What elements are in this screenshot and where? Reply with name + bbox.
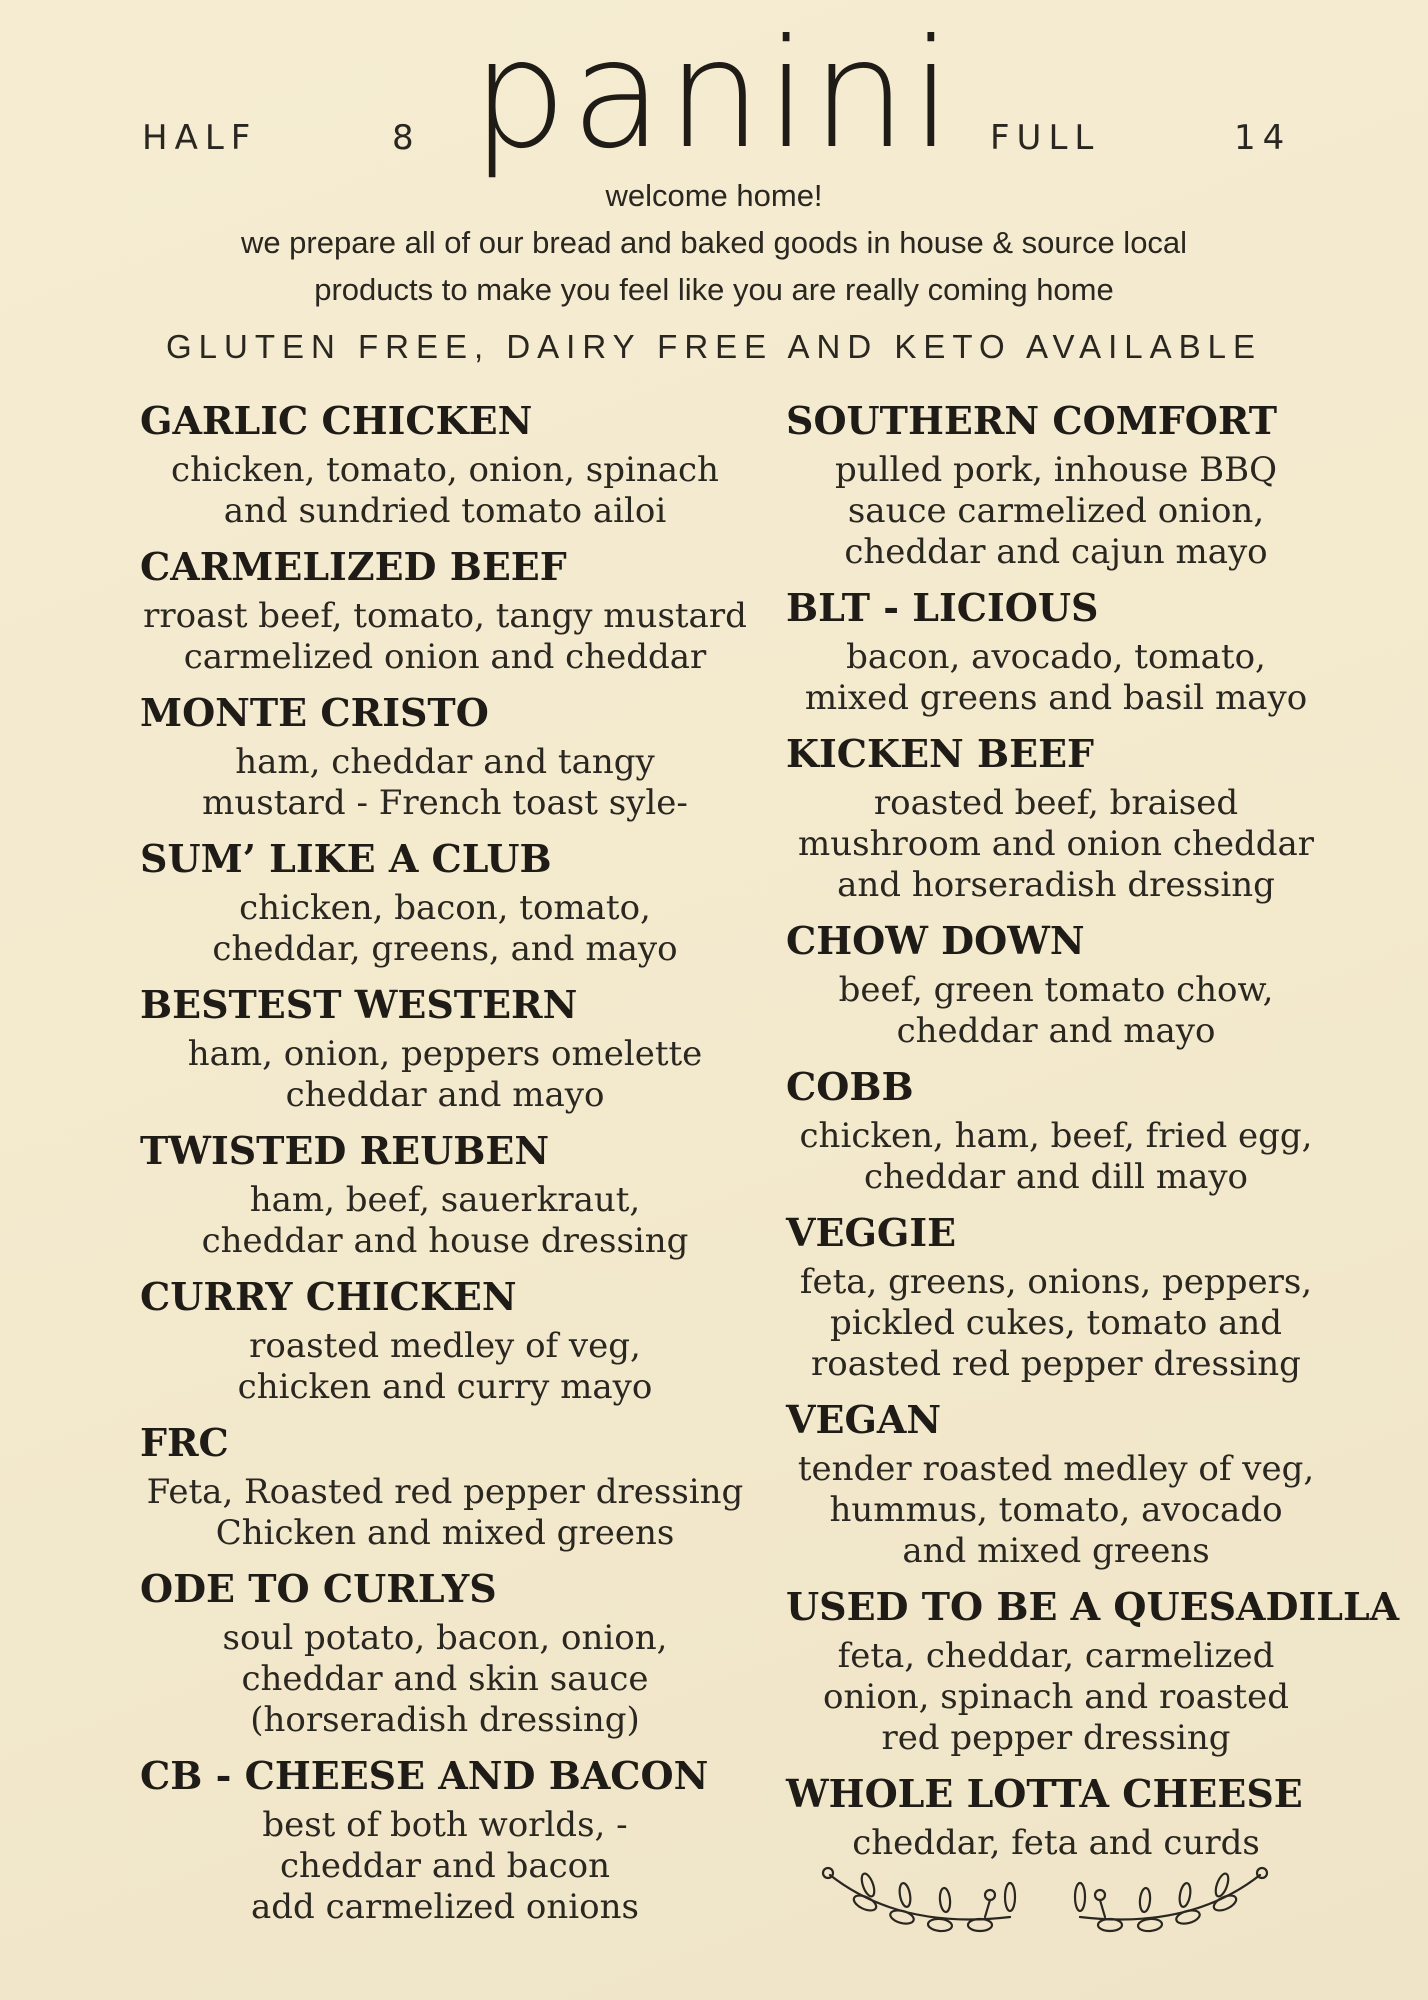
menu-title: panini bbox=[471, 8, 957, 182]
item-name: GARLIC CHICKEN bbox=[140, 398, 533, 443]
menu-item bbox=[786, 1210, 1396, 1385]
item-name: KICKEN BEEF bbox=[786, 731, 1095, 776]
menu-item bbox=[140, 1566, 760, 1741]
item-name: BESTEST WESTERN bbox=[140, 982, 578, 1027]
item-name: SOUTHERN COMFORT bbox=[786, 398, 1278, 443]
menu-item bbox=[140, 1753, 760, 1928]
item-name: SUM’ LIKE A CLUB bbox=[140, 836, 552, 881]
menu-item bbox=[140, 982, 760, 1116]
item-name: VEGGIE bbox=[786, 1210, 957, 1255]
item-name: CURRY CHICKEN bbox=[140, 1274, 517, 1319]
item-name: WHOLE LOTTA CHEESE bbox=[786, 1771, 1303, 1816]
item-description: roasted beef, braised mushroom and onion cheddar and horseradish dressing bbox=[798, 783, 1314, 905]
item-description: feta, cheddar, carmelized onion, spinach and roasted red pepper dressing bbox=[823, 1636, 1289, 1758]
item-description: rroast beef, tomato, tangy mustard carmelized onion and cheddar bbox=[143, 596, 747, 677]
menu-item bbox=[140, 544, 760, 678]
item-name: BLT - LICIOUS bbox=[786, 585, 1099, 630]
right-menu-column bbox=[786, 398, 1400, 1876]
menu-item bbox=[140, 690, 760, 824]
menu-item bbox=[786, 731, 1396, 906]
laurel-branches-icon bbox=[810, 1855, 1280, 1955]
item-name: USED TO BE A QUESADILLA bbox=[786, 1584, 1400, 1629]
item-description: Feta, Roasted red pepper dressing Chicken and mixed greens bbox=[146, 1472, 744, 1553]
menu-item bbox=[786, 1584, 1400, 1759]
menu-item bbox=[786, 398, 1396, 573]
intro-line-2: products to make you feel like you are really coming home bbox=[314, 272, 1114, 307]
intro-line-1: we prepare all of our bread and baked goods in house & source local bbox=[240, 225, 1188, 260]
item-description: roasted medley of veg, chicken and curry mayo bbox=[237, 1326, 653, 1407]
half-price: 8 bbox=[392, 118, 421, 158]
item-description: pulled pork, inhouse BBQ sauce carmelized onion, cheddar and cajun mayo bbox=[834, 450, 1278, 572]
item-name: FRC bbox=[140, 1420, 229, 1465]
menu-item bbox=[140, 1420, 760, 1554]
item-description: ham, beef, sauerkraut, cheddar and house dressing bbox=[201, 1180, 689, 1261]
item-name: CARMELIZED BEEF bbox=[140, 544, 567, 589]
item-name: COBB bbox=[786, 1064, 914, 1109]
item-description: chicken, tomato, onion, spinach and sundried tomato ailoi bbox=[171, 450, 719, 531]
item-description: best of both worlds, - cheddar and bacon add carmelized onions bbox=[251, 1805, 639, 1927]
menu-item bbox=[140, 836, 760, 970]
item-description: chicken, bacon, tomato, cheddar, greens, and mayo bbox=[212, 888, 678, 969]
menu-item bbox=[786, 585, 1396, 719]
left-menu-column bbox=[140, 398, 760, 1940]
menu-item bbox=[786, 1771, 1396, 1864]
menu-item bbox=[786, 1064, 1396, 1198]
item-name: MONTE CRISTO bbox=[140, 690, 489, 735]
menu-item bbox=[140, 1274, 760, 1408]
item-description: ham, cheddar and tangy mustard - French toast syle- bbox=[202, 742, 688, 823]
item-description: chicken, ham, beef, fried egg, cheddar and dill mayo bbox=[799, 1116, 1313, 1197]
item-name: CHOW DOWN bbox=[786, 918, 1085, 963]
full-label: FULL bbox=[990, 118, 1101, 158]
item-description: beef, green tomato chow, cheddar and mayo bbox=[838, 970, 1274, 1051]
item-description: soul potato, bacon, onion, cheddar and skin sauce (horseradish dressing) bbox=[222, 1618, 668, 1740]
item-name: ODE TO CURLYS bbox=[140, 1566, 497, 1611]
item-description: tender roasted medley of veg, hummus, tomato, avocado and mixed greens bbox=[797, 1449, 1315, 1571]
dietary-tagline: GLUTEN FREE, DAIRY FREE AND KETO AVAILABLE bbox=[165, 328, 1263, 365]
welcome-text: welcome home! bbox=[605, 178, 823, 213]
menu-item bbox=[140, 398, 760, 532]
item-description: cheddar, feta and curds bbox=[852, 1823, 1260, 1863]
item-name: CB - CHEESE AND BACON bbox=[140, 1753, 709, 1798]
item-name: TWISTED REUBEN bbox=[140, 1128, 550, 1173]
full-price: 14 bbox=[1234, 118, 1292, 158]
menu-item bbox=[786, 918, 1396, 1052]
item-description: feta, greens, onions, peppers, pickled cukes, tomato and roasted red pepper dressing bbox=[799, 1262, 1313, 1384]
menu-item bbox=[140, 1128, 760, 1262]
item-name: VEGAN bbox=[786, 1397, 942, 1442]
item-description: ham, onion, peppers omelette cheddar and mayo bbox=[187, 1034, 703, 1115]
half-label: HALF bbox=[142, 118, 258, 158]
item-description: bacon, avocado, tomato, mixed greens and basil mayo bbox=[804, 637, 1308, 718]
menu-item bbox=[786, 1397, 1396, 1572]
